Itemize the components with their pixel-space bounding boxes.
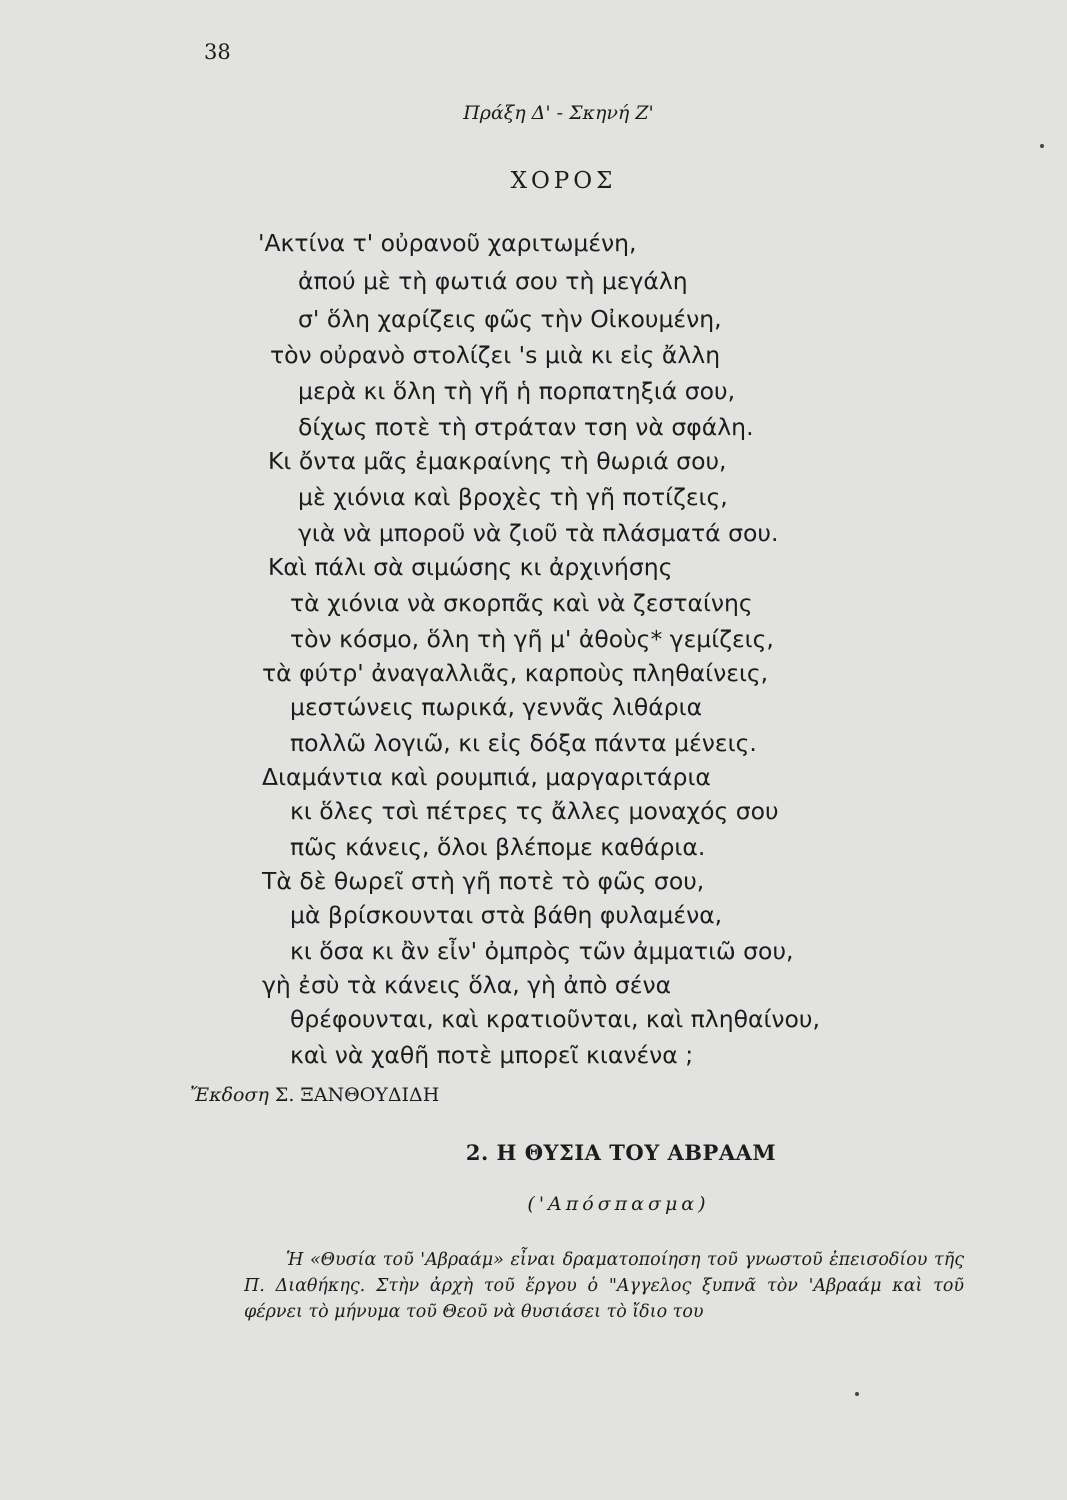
poem-line: Διαμάντια καὶ ρουμπιά, μαργαριτάρια (262, 763, 711, 791)
poem-line: μεστώνεις πωρικά, γεννᾶς λιθάρια (290, 693, 703, 721)
intro-paragraph (244, 1247, 964, 1325)
poem-line: μερὰ κι ὅλη τὴ γῆ ἡ πορπατηξιά σου, (298, 377, 736, 405)
edition-source (190, 1084, 439, 1106)
poem-line: σ' ὅλη χαρίζεις φῶς τὴν Οἰκουμένη, (298, 305, 722, 333)
running-head: Πράξη Δ' - Σκηνή Ζ' (463, 102, 654, 124)
poem-line: ἀπού μὲ τὴ φωτιά σου τὴ μεγάλη (298, 267, 688, 295)
section-title: ΧΟΡΟΣ (510, 168, 617, 194)
poem-line: θρέφουνται, καὶ κρατιοῦνται, καὶ πληθαίνου, (290, 1005, 820, 1033)
poem-line: πολλῶ λογιῶ, κι εἰς δόξα πάντα μένεις. (290, 729, 757, 757)
intro-text: Ἡ «Θυσία τοῦ 'Αβραάμ» εἶναι δραματοποίηση τοῦ γνωστοῦ ἐπεισοδίου τῆς Π. Διαθήκης. Στὴν ἀρχὴ τοῦ ἔργου ὁ "Αγγελος ξυπνᾶ τὸν 'Αβραάμ καὶ τοῦ φέρνει τὸ μήνυμα τοῦ Θεοῦ νὰ θυσιάσει τὸ ἴδιο του (244, 1250, 964, 1322)
page-number: 38 (204, 40, 231, 64)
poem-line: τὰ χιόνια νὰ σκορπᾶς καὶ νὰ ζεσταίνης (290, 589, 753, 617)
poem-line: 'Ακτίνα τ' οὐρανοῦ χαριτωμένη, (258, 229, 637, 257)
poem-line: δίχως ποτὲ τὴ στράταν τση νὰ σφάλη. (298, 413, 754, 441)
poem-line: Τὰ δὲ θωρεῖ στὴ γῆ ποτὲ τὸ φῶς σου, (262, 867, 705, 895)
poem-line: μὲ χιόνια καὶ βροχὲς τὴ γῆ ποτίζεις, (298, 483, 728, 511)
poem-line: τὸν οὐρανὸ στολίζει 's μιὰ κι εἰς ἄλλη (270, 341, 721, 369)
poem-line: Κι ὄντα μᾶς ἐμακραίνης τὴ θωριά σου, (268, 447, 727, 475)
chapter-title: 2. Η ΘΥΣΙΑ ΤΟΥ ΑΒΡΑΑΜ (465, 1140, 777, 1165)
poem-line: καὶ νὰ χαθῆ ποτὲ μπορεῖ κιανένα ; (290, 1041, 694, 1069)
poem-line: τὸν κόσμο, ὅλη τὴ γῆ μ' ἀθοὺς* γεμίζεις, (290, 625, 774, 653)
scan-speck (1040, 144, 1044, 148)
edition-editor: Σ. ΞΑΝΘΟΥΔΙΔΗ (274, 1084, 440, 1106)
poem-line: γὴ ἐσὺ τὰ κάνεις ὅλα, γὴ ἀπὸ σένα (262, 971, 672, 999)
poem-line: τὰ φύτρ' ἀναγαλλιᾶς, καρποὺς πληθαίνεις, (262, 659, 769, 687)
poem-line: γιὰ νὰ μποροῦ νὰ ζιοῦ τὰ πλάσματά σου. (298, 519, 779, 547)
poem-line: πῶς κάνεις, ὅλοι βλέπομε καθάρια. (290, 833, 706, 861)
poem-line: κι ὅσα κι ἂν εἶν' ὀμπρὸς τῶν ἀμματιῶ σου, (290, 937, 794, 965)
chapter-subtitle: ('Απόσπασμα) (527, 1193, 710, 1215)
edition-label: Ἔκδοση (190, 1084, 269, 1106)
scan-speck (855, 1392, 859, 1396)
poem-line: μὰ βρίσκουνται στὰ βάθη φυλαμένα, (290, 901, 723, 929)
poem-line: Καὶ πάλι σὰ σιμώσης κι ἀρχινήσης (268, 553, 673, 581)
poem-line: κι ὅλες τσὶ πέτρες τς ἄλλες μοναχός σου (290, 797, 779, 825)
